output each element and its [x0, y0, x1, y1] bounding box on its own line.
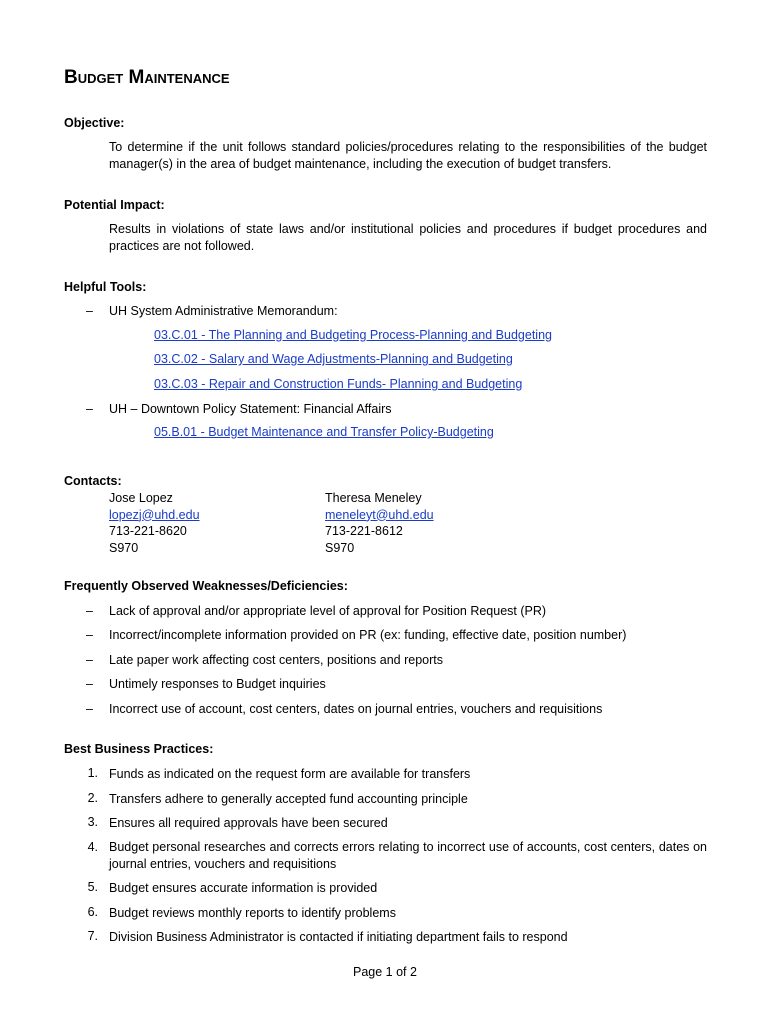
impact-heading: Potential Impact: [64, 198, 165, 212]
policy-link-03c03[interactable]: 03.C.03 - Repair and Construction Funds- Planning and Budgeting [154, 377, 523, 391]
practice-item: Budget personal researches and corrects errors relating to incorrect use of accounts, cost centers, dates on journal entries, vouchers and requisitions [109, 840, 707, 871]
bullet-dash: – [86, 402, 93, 416]
list-number: 2. [87, 791, 98, 805]
contacts-heading: Contacts: [64, 474, 122, 488]
weakness-item: Late paper work affecting cost centers, positions and reports [109, 653, 443, 667]
list-number: 7. [87, 929, 98, 943]
contact-email-link[interactable]: lopezj@uhd.edu [109, 507, 200, 522]
contact-card-lopez [109, 490, 200, 556]
bullet-dash: – [86, 653, 93, 667]
practice-item: Budget reviews monthly reports to identify problems [109, 906, 396, 920]
list-number: 3. [87, 815, 98, 829]
contact-name: Jose Lopez [109, 491, 173, 505]
weakness-item: Incorrect/incomplete information provided on PR (ex: funding, effective date, position number) [109, 628, 627, 642]
tools-group2-label: UH – Downtown Policy Statement: Financial Affairs [109, 402, 392, 416]
impact-text: Results in violations of state laws and/or institutional policies and procedures if budget procedures and practices are not followed. [109, 222, 707, 253]
tools-heading: Helpful Tools: [64, 280, 147, 294]
bullet-dash: – [86, 628, 93, 642]
weaknesses-heading: Frequently Observed Weaknesses/Deficiencies: [64, 579, 348, 593]
contact-name: Theresa Meneley [325, 491, 422, 505]
policy-link-03c02[interactable]: 03.C.02 - Salary and Wage Adjustments-Planning and Budgeting [154, 352, 513, 366]
practice-item: Division Business Administrator is contacted if initiating department fails to respond [109, 930, 568, 944]
tools-group1-label: UH System Administrative Memorandum: [109, 304, 338, 318]
contact-phone: 713-221-8612 [325, 524, 403, 538]
policy-link-05b01[interactable]: 05.B.01 - Budget Maintenance and Transfer Policy-Budgeting [154, 425, 494, 439]
practice-item: Budget ensures accurate information is provided [109, 881, 378, 895]
page-number: Page 1 of 2 [353, 965, 417, 979]
practice-item: Transfers adhere to generally accepted fund accounting principle [109, 792, 468, 806]
policy-link-03c01[interactable]: 03.C.01 - The Planning and Budgeting Process-Planning and Budgeting [154, 328, 552, 342]
list-number: 5. [87, 880, 98, 894]
list-number: 6. [87, 905, 98, 919]
objective-text: To determine if the unit follows standard policies/procedures relating to the responsibilities of the budget manager(s) in the area of budget maintenance, including the execution of budget transfers. [109, 140, 707, 171]
practice-item: Ensures all required approvals have been secured [109, 816, 388, 830]
bullet-dash: – [86, 677, 93, 691]
weakness-item: Untimely responses to Budget inquiries [109, 677, 326, 691]
contact-card-meneley [325, 490, 434, 556]
list-number: 4. [87, 840, 98, 854]
bullet-dash: – [86, 604, 93, 618]
bullet-dash: – [86, 702, 93, 716]
objective-heading: Objective: [64, 116, 125, 130]
page-title: Budget Maintenance [64, 67, 230, 88]
contact-phone: 713-221-8620 [109, 524, 187, 538]
practices-heading: Best Business Practices: [64, 742, 214, 756]
bullet-dash: – [86, 304, 93, 318]
weakness-item: Lack of approval and/or appropriate level of approval for Position Request (PR) [109, 604, 547, 618]
contact-office: S970 [325, 540, 355, 555]
list-number: 1. [87, 766, 98, 780]
weakness-item: Incorrect use of account, cost centers, dates on journal entries, vouchers and requisitions [109, 702, 603, 716]
contact-office: S970 [109, 540, 139, 555]
contact-email-link[interactable]: meneleyt@uhd.edu [325, 507, 434, 522]
practice-item: Funds as indicated on the request form are available for transfers [109, 767, 471, 781]
